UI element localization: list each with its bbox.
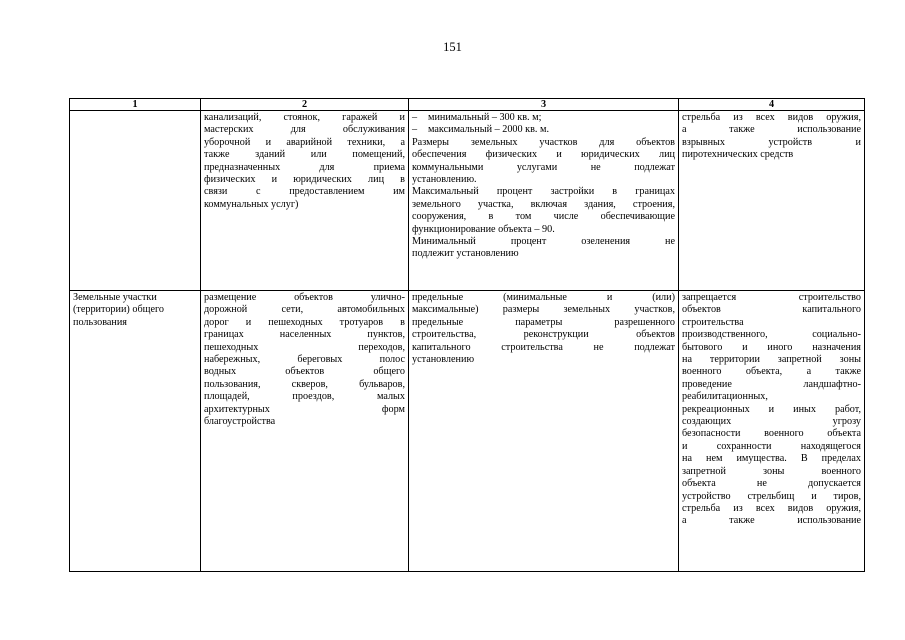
text-line: пользования	[73, 316, 127, 328]
text-line: стрельба из всех видов оружия,	[682, 112, 861, 123]
text-line: дорожной сети, автомобильных	[204, 304, 405, 316]
text-line: границах населенных пунктов,	[204, 329, 405, 341]
cell-permitted-use	[201, 291, 409, 572]
text-line: предельные параметры разрешенного	[412, 316, 675, 328]
text-line: канализаций, стоянок, гаражей и	[204, 112, 405, 123]
text-line: Размеры земельных участков для объектов	[412, 136, 675, 148]
text-line: физических и юридических лиц в	[204, 174, 405, 186]
text-line: предельные (минимальные и (или)	[412, 292, 675, 303]
cell-restrictions	[679, 111, 865, 291]
text-line: строительства	[682, 316, 744, 328]
text-line: запретной зоны военного	[682, 465, 861, 477]
text-line: объекта не допускается	[682, 478, 861, 490]
text-line: устройство стрельбищ и тиров,	[682, 490, 861, 502]
column-header-1: 1	[70, 99, 201, 111]
text-line: архитектурных форм	[204, 403, 405, 415]
text-line: Земельные участки	[73, 292, 157, 303]
text-line: Минимальный процент озеленения не	[412, 236, 675, 248]
text-line: безопасности военного объекта	[682, 428, 861, 440]
cell-land-use-type	[70, 111, 201, 291]
text-line: водных объектов общего	[204, 366, 405, 378]
cell-parameters	[409, 291, 679, 572]
table-row	[70, 291, 865, 572]
text-line: пользования, скверов, бульваров,	[204, 378, 405, 390]
text-line: сооружения, в том числе обеспечивающие	[412, 211, 675, 223]
column-header-2: 2	[201, 99, 409, 111]
text-line: набережных, береговых полос	[204, 354, 405, 366]
text-line: максимальные) размеры земельных участков,	[412, 304, 675, 316]
text-line: уборочной и аварийной техники, а	[204, 136, 405, 148]
text-line: капитального строительства не подлежат	[412, 341, 675, 353]
text-line: предназначенных для приема	[204, 161, 405, 173]
text-line: установлению	[412, 354, 475, 366]
column-header-4: 4	[679, 99, 865, 111]
cell-restrictions	[679, 291, 865, 572]
text-line: (территории) общего	[73, 304, 165, 316]
text-line: мастерских для обслуживания	[204, 124, 405, 136]
text-line: а также использование	[682, 515, 861, 527]
text-line: Максимальный процент застройки в границах	[412, 186, 675, 198]
text-line: бытового и иного назначения	[682, 341, 861, 353]
text-line: функционирование объекта – 90.	[412, 223, 555, 235]
text-line: – максимальный – 2000 кв. м.	[412, 124, 675, 136]
text-line: военного объекта, а также	[682, 366, 861, 378]
text-line: подлежит установлению	[412, 248, 519, 260]
text-line: площадей, проездов, малых	[204, 391, 405, 403]
cell-parameters	[409, 111, 679, 291]
text-line: стрельба из всех видов оружия,	[682, 502, 861, 514]
page-number: 151	[443, 40, 462, 54]
text-line: проведение ландшафтно-	[682, 378, 861, 390]
text-line: и сохранности находящегося	[682, 440, 861, 452]
text-line: пешеходных переходов,	[204, 341, 405, 353]
text-line: строительства, реконструкции объектов	[412, 329, 675, 341]
cell-permitted-use	[201, 111, 409, 291]
text-line: производственного, социально-	[682, 329, 861, 341]
text-line: – минимальный – 300 кв. м;	[412, 112, 675, 124]
text-line: взрывных устройств и	[682, 136, 861, 148]
text-line: коммунальных услуг)	[204, 198, 299, 210]
column-header-3: 3	[409, 99, 679, 111]
text-line: на территории запретной зоны	[682, 354, 861, 366]
text-line: связи с предоставлением им	[204, 186, 405, 198]
text-line: дорог и пешеходных тротуаров в	[204, 316, 405, 328]
text-line: обеспечения физических и юридических лиц	[412, 149, 675, 161]
text-line: а также использование	[682, 124, 861, 136]
text-line: объектов капитального	[682, 304, 861, 316]
text-line: реабилитационных,	[682, 391, 768, 403]
text-line: также зданий или помещений,	[204, 149, 405, 161]
text-line: благоустройства	[204, 416, 276, 428]
table-header-row	[70, 99, 865, 111]
text-line: коммунальными услугами не подлежат	[412, 161, 675, 173]
text-line: размещение объектов улично-	[204, 292, 405, 303]
text-line: рекреационных и иных работ,	[682, 403, 861, 415]
regulations-table	[69, 98, 865, 572]
text-line: земельного участка, включая здания, строения,	[412, 198, 675, 210]
table-row	[70, 111, 865, 291]
text-line: установлению.	[412, 174, 477, 186]
text-line: запрещается строительство	[682, 292, 861, 303]
text-line: создающих угрозу	[682, 416, 861, 428]
text-line: пиротехнических средств	[682, 149, 794, 161]
cell-land-use-type	[70, 291, 201, 572]
text-line: на нем имущества. В пределах	[682, 453, 861, 465]
